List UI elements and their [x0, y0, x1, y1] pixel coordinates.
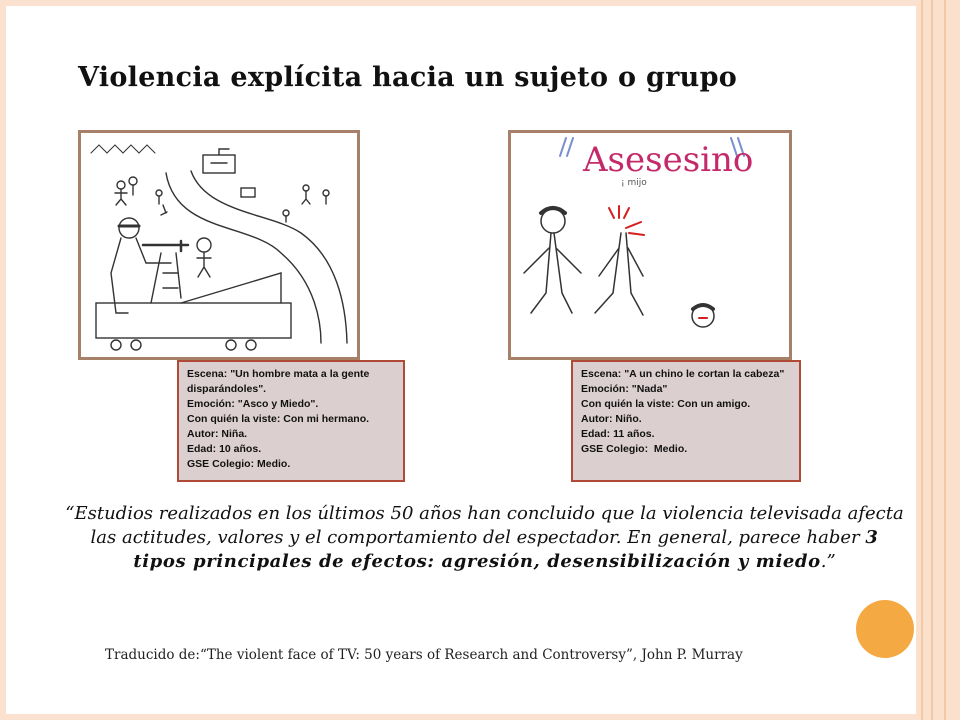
drawing-heading-text: Asesesino — [583, 140, 754, 180]
frame-stripe — [944, 0, 946, 720]
citation-text: Traducido de:“The violent face of TV: 50 years of Research and Controversy”, John P. Murray — [105, 647, 743, 663]
caption-left-line: Emoción: "Asco y Miedo". — [187, 398, 319, 410]
caption-right-line: Con quién la viste: Con un amigo. — [581, 398, 751, 410]
frame-left-border — [0, 0, 6, 720]
caption-right-line: Edad: 11 años. — [581, 428, 655, 440]
right-drawing-image — [508, 130, 792, 360]
caption-left-line: Con quién la viste: Con mi hermano. — [187, 413, 370, 425]
caption-left-line: Autor: Niña. — [187, 428, 248, 440]
caption-left-line: Escena: "Un hombre mata a la gente disparándoles". — [187, 368, 373, 395]
left-drawing-image — [78, 130, 360, 360]
child-drawing-beheading-icon — [511, 133, 789, 357]
frame-top-border — [0, 0, 960, 6]
caption-left — [177, 360, 405, 482]
caption-right-line: Emoción: "Nada" — [581, 383, 668, 395]
caption-right-line: Autor: Niño. — [581, 413, 642, 425]
child-drawing-man-shooting-icon — [81, 133, 357, 357]
frame-stripe — [921, 0, 923, 720]
caption-right — [571, 360, 801, 482]
drawing-subtext: ¡ mijo — [621, 178, 647, 188]
caption-left-line: Edad: 10 años. — [187, 443, 262, 455]
frame-stripe — [931, 0, 933, 720]
quote-bold-text: 3 tipos principales de efectos: agresión, desensibilización y miedo — [133, 527, 879, 572]
caption-left-line: GSE Colegio: Medio. — [187, 458, 291, 470]
slide-title: Violencia explícita hacia un sujeto o grupo — [78, 62, 738, 93]
quote-block — [62, 502, 907, 574]
accent-circle — [856, 600, 914, 658]
caption-right-line: Escena: "A un chino le cortan la cabeza" — [581, 368, 785, 380]
caption-right-line: GSE Colegio: Medio. — [581, 443, 688, 455]
frame-bottom-border — [0, 714, 960, 720]
quote-end: .” — [820, 551, 836, 572]
quote-text: “Estudios realizados en los últimos 50 años han concluido que la violencia televisada afecta las actitudes, valores y el comportamiento del espectador. En general, parece haber — [65, 503, 904, 548]
